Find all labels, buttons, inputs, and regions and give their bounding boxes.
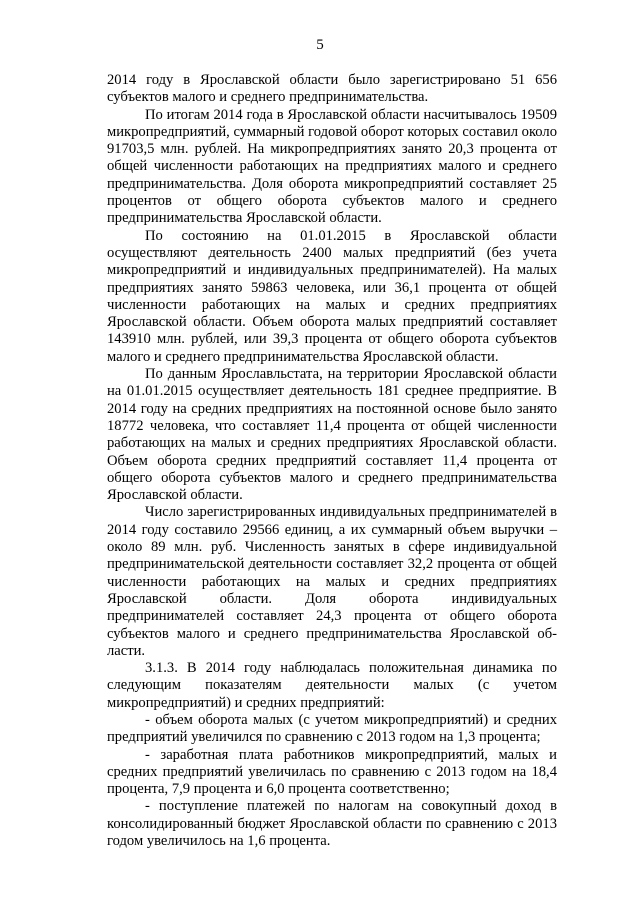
list-item-3: - поступление платежей по налогам на совокупный доход в консолидированный бюджет Ярославской области по сравнению с 2013 годом увеличилось на 1,6 процента. xyxy=(107,798,557,850)
body-text xyxy=(107,72,557,850)
list-item-2: - заработная плата работников микропредприятий, малых и средних предприятий увеличилась по сравнению с 2013 годом на 18,4 процента, 7,9 процента и 6,0 процента соответственно; xyxy=(107,746,557,798)
list-item-1: - объем оборота малых (с учетом микропредприятий) и средних предприятий увеличился по сравнению с 2013 годом на 1,3 процента; xyxy=(107,711,557,746)
paragraph-4: По данным Ярославльстата, на территории Ярославской области на 01.01.2015 осуществляет деятельность 181 среднее предприятие. В 2014 году на средних предприятиях на постоянной основе было занято 18772 человека, что составляет 11,4 процента от общей численности работающих на малых и средних предприятиях Ярославской области. Объем оборота средних предприятий составляет 11,4 процента от общего оборота субъектов малого и среднего предпринимательства Ярославской области. xyxy=(107,366,557,504)
page-number: 5 xyxy=(316,37,324,53)
paragraph-3: По состоянию на 01.01.2015 в Ярославской области осуществляют деятельность 2400 малых предприятий (без учета микропредприятий и индивидуальных предпринимателей). На малых предприятиях занято 59863 человека, или 36,1 процента от общей численности работающих на малых и средних предприятиях Ярославской области. Объем оборота малых предприятий составляет 143910 млн. рублей, или 39,3 процента от общего оборота субъектов малого и среднего предпринимательства Ярославской области. xyxy=(107,227,557,365)
paragraph-2: По итогам 2014 года в Ярославской области насчитывалось 19509 микропредприятий, суммарный годовой оборот которых составил около 91703,5 млн. рублей. На микропредприятиях занято 20,3 процента от общей численности работающих на предприятиях малого и среднего предпринимательства. Доля оборота микропредприятий составляет 25 процентов от общего оборота субъектов малого и среднего предпринимательства Ярославской области. xyxy=(107,106,557,227)
paragraph-5: Число зарегистрированных индивидуальных предпринимателей в 2014 году составило 29566 единиц, а их суммарный объем выручки – около 89 млн. руб. Численность занятых в сфере индивидуальной предпринимательской деятельности составляет 32,2 процента от общей численности работающих на малых и средних предприятиях Ярославской области. Доля оборота индивидуальных предпринимателей составляет 24,3 процента от общего оборота субъектов малого и среднего предпринимательства Ярославской области. xyxy=(107,504,557,659)
paragraph-1: 2014 году в Ярославской области было зарегистрировано 51 656 субъектов малого и среднего предпринимательства. xyxy=(107,72,557,106)
paragraph-6: 3.1.3. В 2014 году наблюдалась положительная динамика по следующим показателям деятельности малых (с учетом микропредприятий) и средних предприятий: xyxy=(107,660,557,711)
